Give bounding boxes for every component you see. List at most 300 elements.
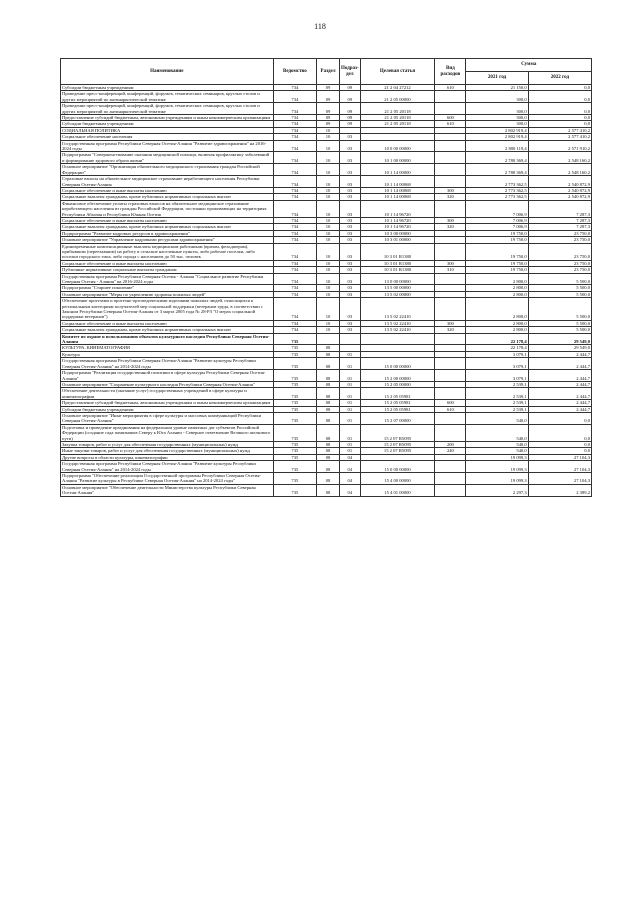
cell-name: Государственная программа Республики Северная Осетия-Алания "Развитие культуры Республики Северная Осетия-Алания" на 2014-2024 годы bbox=[61, 461, 274, 473]
cell-subsection: 01 bbox=[339, 448, 360, 454]
cell-amount-2021: 2 802 919,4 bbox=[466, 127, 528, 133]
table-row bbox=[61, 370, 592, 382]
cell-section: 09 bbox=[317, 115, 340, 121]
cell-section: 10 bbox=[317, 224, 340, 230]
cell-department: 734 bbox=[273, 200, 317, 217]
cell-department: 735 bbox=[273, 441, 317, 447]
cell-amount-2022: 0,0 bbox=[528, 448, 591, 454]
cell-expense-type: 320 bbox=[435, 327, 466, 333]
cell-target-article: 10 3 01 00000 bbox=[360, 237, 435, 243]
cell-department: 735 bbox=[273, 388, 317, 400]
cell-amount-2021: 19 099,3 bbox=[466, 461, 528, 473]
cell-section: 08 bbox=[317, 424, 340, 441]
cell-subsection: 04 bbox=[339, 484, 360, 496]
cell-amount-2021: 19 099,3 bbox=[466, 473, 528, 485]
cell-expense-type: 610 bbox=[435, 85, 466, 91]
cell-section: 10 bbox=[317, 230, 340, 236]
table-row bbox=[61, 103, 592, 115]
cell-expense-type: 240 bbox=[435, 448, 466, 454]
table-row bbox=[61, 230, 592, 236]
cell-amount-2022: 23 750,0 bbox=[528, 260, 591, 266]
cell-expense-type: 310 bbox=[435, 267, 466, 273]
cell-name: СОЦИАЛЬНАЯ ПОЛИТИКА bbox=[61, 127, 274, 133]
table-row bbox=[61, 260, 592, 266]
cell-section: 09 bbox=[317, 91, 340, 103]
cell-amount-2022: 7 287,3 bbox=[528, 217, 591, 223]
cell-amount-2022: 23 750,0 bbox=[528, 267, 591, 273]
cell-section: 08 bbox=[317, 381, 340, 387]
cell-subsection: 04 bbox=[339, 454, 360, 460]
cell-section: 08 bbox=[317, 441, 340, 447]
cell-expense-type: 600 bbox=[435, 115, 466, 121]
cell-target-article: 21 2 05 20118 bbox=[360, 121, 435, 127]
cell-amount-2021: 19 099,3 bbox=[466, 454, 528, 460]
cell-amount-2021: 22 178,4 bbox=[466, 345, 528, 351]
cell-name: Государственная программа Республики Северная Осетия-Алания "Развитие культуры Республики Северная Осетия-Алания" на 2014-2024 годы bbox=[61, 358, 274, 370]
cell-target-article: 15 2 05 05981 bbox=[360, 388, 435, 400]
table-row bbox=[61, 473, 592, 485]
cell-subsection: 03 bbox=[339, 224, 360, 230]
cell-subsection: 03 bbox=[339, 200, 360, 217]
cell-name: Основное мероприятие "Управление кадровыми ресурсами здравоохранения" bbox=[61, 237, 274, 243]
cell-target-article: 10 3 00 00000 bbox=[360, 230, 435, 236]
cell-amount-2022: 2 548 160,2 bbox=[528, 164, 591, 176]
cell-amount-2021: 2 802 919,4 bbox=[466, 134, 528, 140]
cell-name: Проведение пресс-конференций, конференций, форумов, тематических семинаров, круглых столов и других мероприятий по антинаркотической тематике bbox=[61, 103, 274, 115]
cell-subsection: 03 bbox=[339, 291, 360, 297]
cell-target-article: 13 5 00 00000 bbox=[360, 285, 435, 291]
cell-subsection: 03 bbox=[339, 243, 360, 260]
cell-name: Подпрограмма "Реализация государственной политики в сфере культуры Республики Северная Осетия-Алания" bbox=[61, 370, 274, 382]
cell-section: 10 bbox=[317, 327, 340, 333]
cell-subsection: 09 bbox=[339, 115, 360, 121]
cell-amount-2022: 2 540 872,9 bbox=[528, 176, 591, 188]
cell-amount-2022: 27 104,3 bbox=[528, 454, 591, 460]
cell-name: Государственная программа Республики Северная Осетия - Алания "Социальное развитие Республики Северная Осетия - Алания" на 2016-2024 годы bbox=[61, 273, 274, 285]
cell-name: Страховые взносы на обязательное медицинское страхование неработающего населения Республики Северная Осетия-Алания bbox=[61, 176, 274, 188]
cell-expense-type: 610 bbox=[435, 406, 466, 412]
cell-target-article: 15 4 01 00000 bbox=[360, 484, 435, 496]
cell-section: 10 bbox=[317, 273, 340, 285]
cell-subsection: 03 bbox=[339, 140, 360, 152]
cell-amount-2022: 0,0 bbox=[528, 441, 591, 447]
cell-section bbox=[317, 333, 340, 345]
cell-section: 10 bbox=[317, 164, 340, 176]
cell-subsection: 03 bbox=[339, 152, 360, 164]
cell-subsection: 03 bbox=[339, 298, 360, 321]
cell-amount-2022: 29 549,0 bbox=[528, 333, 591, 345]
cell-department: 735 bbox=[273, 351, 317, 357]
cell-section: 10 bbox=[317, 237, 340, 243]
cell-subsection: 03 bbox=[339, 320, 360, 326]
cell-target-article: 10 1 00 00000 bbox=[360, 152, 435, 164]
header-target-article: Целевая статья bbox=[360, 59, 435, 85]
cell-amount-2021: 19 750,0 bbox=[466, 237, 528, 243]
cell-expense-type bbox=[435, 370, 466, 382]
cell-amount-2021: 3 079,1 bbox=[466, 358, 528, 370]
cell-expense-type: 200 bbox=[435, 441, 466, 447]
cell-amount-2022: 0,0 bbox=[528, 424, 591, 441]
cell-name: Субсидии бюджетным учреждениям bbox=[61, 85, 274, 91]
table-row bbox=[61, 412, 592, 424]
table-row bbox=[61, 237, 592, 243]
cell-department: 735 bbox=[273, 448, 317, 454]
cell-subsection: 03 bbox=[339, 217, 360, 223]
cell-section: 08 bbox=[317, 454, 340, 460]
cell-subsection: 01 bbox=[339, 400, 360, 406]
cell-target-article: 10 1 14 00068 bbox=[360, 176, 435, 188]
cell-expense-type bbox=[435, 164, 466, 176]
cell-subsection: 03 bbox=[339, 176, 360, 188]
cell-target-article: 15 2 07 R5095 bbox=[360, 441, 435, 447]
header-sum: Сумма bbox=[466, 59, 592, 72]
cell-target-article: 13 5 02 22410 bbox=[360, 327, 435, 333]
cell-section: 10 bbox=[317, 194, 340, 200]
cell-amount-2022: 2 540 872,9 bbox=[528, 187, 591, 193]
cell-target-article: 10 3 01 R1380 bbox=[360, 267, 435, 273]
cell-amount-2021: 2 773 362,5 bbox=[466, 194, 528, 200]
cell-expense-type: 300 bbox=[435, 260, 466, 266]
cell-amount-2022: 2 444,7 bbox=[528, 400, 591, 406]
cell-target-article: 10 3 01 R1380 bbox=[360, 260, 435, 266]
cell-subsection: 04 bbox=[339, 461, 360, 473]
cell-subsection: 01 bbox=[339, 370, 360, 382]
cell-section: 10 bbox=[317, 217, 340, 223]
header-subsection: Подраз-дел bbox=[339, 59, 360, 85]
cell-expense-type bbox=[435, 103, 466, 115]
cell-amount-2022: 2 389,2 bbox=[528, 484, 591, 496]
cell-section: 08 bbox=[317, 388, 340, 400]
cell-expense-type bbox=[435, 412, 466, 424]
cell-name: Закупка товаров, работ и услуг для обеспечения государственных (муниципальных) нужд bbox=[61, 441, 274, 447]
cell-subsection: 03 bbox=[339, 237, 360, 243]
cell-amount-2022: 2 444,7 bbox=[528, 351, 591, 357]
cell-subsection: 03 bbox=[339, 164, 360, 176]
cell-department: 734 bbox=[273, 187, 317, 193]
cell-name: Основное мероприятие "Сохранение культурного наследия Республики Северная Осетия-Алания" bbox=[61, 381, 274, 387]
cell-subsection: 01 bbox=[339, 424, 360, 441]
cell-name: КУЛЬТУРА, КИНЕМАТОГРАФИЯ bbox=[61, 345, 274, 351]
cell-department: 734 bbox=[273, 224, 317, 230]
cell-subsection: 01 bbox=[339, 381, 360, 387]
cell-target-article: 15 2 07 R5095 bbox=[360, 448, 435, 454]
cell-department: 734 bbox=[273, 298, 317, 321]
cell-amount-2021: 300,0 bbox=[466, 121, 528, 127]
cell-section: 10 bbox=[317, 298, 340, 321]
cell-department: 735 bbox=[273, 461, 317, 473]
cell-section: 09 bbox=[317, 103, 340, 115]
cell-amount-2021: 2 800,0 bbox=[466, 291, 528, 297]
cell-amount-2022: 5 500,0 bbox=[528, 273, 591, 285]
cell-amount-2022: 2 577 410,2 bbox=[528, 127, 591, 133]
cell-department: 735 bbox=[273, 424, 317, 441]
cell-subsection: 03 bbox=[339, 327, 360, 333]
header-department: Ведомство bbox=[273, 59, 317, 85]
cell-section: 10 bbox=[317, 127, 340, 133]
cell-target-article: 15 2 07 R5095 bbox=[360, 424, 435, 441]
cell-department: 734 bbox=[273, 85, 317, 91]
cell-section: 10 bbox=[317, 260, 340, 266]
cell-amount-2022: 0,0 bbox=[528, 91, 591, 103]
cell-target-article: 10 3 01 R1380 bbox=[360, 243, 435, 260]
cell-amount-2021: 19 750,0 bbox=[466, 230, 528, 236]
header-expense-type: Вид расходов bbox=[435, 59, 466, 85]
cell-name: Социальные выплаты гражданам, кроме публичных нормативных социальных выплат bbox=[61, 327, 274, 333]
cell-department: 734 bbox=[273, 273, 317, 285]
cell-section: 10 bbox=[317, 285, 340, 291]
table-row bbox=[61, 461, 592, 473]
cell-subsection: 03 bbox=[339, 134, 360, 140]
table-row bbox=[61, 388, 592, 400]
cell-subsection: 09 bbox=[339, 121, 360, 127]
table-row bbox=[61, 187, 592, 193]
cell-amount-2021: 7 006,9 bbox=[466, 217, 528, 223]
cell-department: 734 bbox=[273, 327, 317, 333]
cell-amount-2021: 2 780 369,4 bbox=[466, 164, 528, 176]
cell-amount-2021: 2 539,1 bbox=[466, 406, 528, 412]
cell-expense-type: 300 bbox=[435, 320, 466, 326]
cell-section: 09 bbox=[317, 121, 340, 127]
cell-name: Финансовое обеспечение уплаты страховых взносов на обязательное медицинское страхование неработающего населения из граждан Российской Федерации, постоянно проживающих на территориях Республики Абхазия и Республики Южная Осетия bbox=[61, 200, 274, 217]
cell-section: 10 bbox=[317, 187, 340, 193]
budget-table bbox=[60, 58, 592, 497]
cell-amount-2021: 2 780 369,4 bbox=[466, 152, 528, 164]
cell-amount-2021: 19 750,0 bbox=[466, 267, 528, 273]
cell-name: Подготовка и проведение празднования на федеральном уровне памятных дат субъектов Российской Федерации (создание сада памятников Северу к Юга Алании - Северное ответвление Великого шелкового пути) bbox=[61, 424, 274, 441]
cell-section: 09 bbox=[317, 85, 340, 91]
cell-target-article: 10 1 14 00068 bbox=[360, 187, 435, 193]
cell-amount-2022: 0,0 bbox=[528, 115, 591, 121]
cell-target-article: 21 2 05 20118 bbox=[360, 115, 435, 121]
cell-amount-2021: 2 539,1 bbox=[466, 400, 528, 406]
table-row bbox=[61, 424, 592, 441]
header-year-2022: 2022 год bbox=[528, 72, 591, 85]
cell-amount-2021: 2 800,0 bbox=[466, 298, 528, 321]
cell-amount-2022: 0,0 bbox=[528, 121, 591, 127]
cell-subsection: 03 bbox=[339, 260, 360, 266]
cell-name: Подпрограмма "Совершенствование оказания медицинской помощи, включая профилактику заболеваний и формирование здорового образа жизни" bbox=[61, 152, 274, 164]
cell-target-article: 10 1 14 00068 bbox=[360, 194, 435, 200]
cell-target-article: 15 0 00 00000 bbox=[360, 461, 435, 473]
cell-amount-2021: 19 750,0 bbox=[466, 243, 528, 260]
page-number: 118 bbox=[314, 22, 326, 31]
cell-department: 734 bbox=[273, 237, 317, 243]
cell-expense-type bbox=[435, 152, 466, 164]
table-row bbox=[61, 484, 592, 496]
cell-target-article: 15 2 05 05981 bbox=[360, 406, 435, 412]
cell-expense-type: 300 bbox=[435, 217, 466, 223]
cell-subsection bbox=[339, 333, 360, 345]
cell-name: Социальное обеспечение и иные выплаты населению bbox=[61, 260, 274, 266]
cell-department: 735 bbox=[273, 370, 317, 382]
cell-department: 735 bbox=[273, 333, 317, 345]
cell-amount-2022: 5 500,0 bbox=[528, 285, 591, 291]
cell-section: 10 bbox=[317, 200, 340, 217]
cell-amount-2022: 23 750,0 bbox=[528, 230, 591, 236]
cell-department: 734 bbox=[273, 152, 317, 164]
cell-department: 734 bbox=[273, 134, 317, 140]
cell-target-article: 10 1 14 96720 bbox=[360, 224, 435, 230]
cell-subsection: 01 bbox=[339, 351, 360, 357]
cell-target-article: 15 0 00 00000 bbox=[360, 358, 435, 370]
cell-name: Субсидии бюджетным учреждениям bbox=[61, 406, 274, 412]
cell-department: 735 bbox=[273, 358, 317, 370]
cell-section: 08 bbox=[317, 345, 340, 351]
cell-section: 08 bbox=[317, 484, 340, 496]
cell-expense-type: 320 bbox=[435, 224, 466, 230]
cell-department: 735 bbox=[273, 381, 317, 387]
cell-department: 734 bbox=[273, 127, 317, 133]
cell-name: Комитет по охране и использованию объектов культурного наследия Республики Северная Осетия-Алания bbox=[61, 333, 274, 345]
cell-expense-type bbox=[435, 388, 466, 400]
cell-subsection: 04 bbox=[339, 473, 360, 485]
cell-amount-2022: 2 444,7 bbox=[528, 381, 591, 387]
cell-expense-type bbox=[435, 333, 466, 345]
cell-amount-2022: 0,0 bbox=[528, 85, 591, 91]
cell-name: Основное мероприятие "Иные мероприятия в сфере культуры и массовых коммуникаций Республики Северная Осетия-Алания" bbox=[61, 412, 274, 424]
cell-department: 734 bbox=[273, 285, 317, 291]
cell-amount-2022: 23 750,0 bbox=[528, 243, 591, 260]
cell-subsection: 03 bbox=[339, 230, 360, 236]
cell-name: Публичные нормативные социальные выплаты гражданам bbox=[61, 267, 274, 273]
cell-target-article bbox=[360, 333, 435, 345]
cell-target-article: 15 4 00 00000 bbox=[360, 473, 435, 485]
table-row bbox=[61, 298, 592, 321]
cell-name: Социальное обеспечение населения bbox=[61, 134, 274, 140]
cell-amount-2022: 5 500,0 bbox=[528, 320, 591, 326]
cell-amount-2022: 2 577 410,2 bbox=[528, 134, 591, 140]
cell-subsection: 03 bbox=[339, 285, 360, 291]
cell-department: 734 bbox=[273, 243, 317, 260]
table-row bbox=[61, 243, 592, 260]
cell-amount-2022: 23 750,0 bbox=[528, 237, 591, 243]
cell-department: 735 bbox=[273, 454, 317, 460]
table-row bbox=[61, 454, 592, 460]
cell-target-article: 15 2 07 00000 bbox=[360, 412, 435, 424]
header-year-2021: 2021 год bbox=[466, 72, 528, 85]
table-body bbox=[61, 85, 592, 497]
cell-amount-2021: 2 773 362,5 bbox=[466, 176, 528, 188]
cell-department: 734 bbox=[273, 164, 317, 176]
cell-subsection: 01 bbox=[339, 441, 360, 447]
cell-section: 10 bbox=[317, 291, 340, 297]
cell-target-article: 13 5 02 00000 bbox=[360, 291, 435, 297]
table-row bbox=[61, 176, 592, 188]
cell-subsection: 01 bbox=[339, 406, 360, 412]
cell-department: 735 bbox=[273, 400, 317, 406]
cell-name: Основное мероприятие "Меры по укреплению здоровья пожилых людей" bbox=[61, 291, 274, 297]
cell-subsection: 09 bbox=[339, 91, 360, 103]
cell-name: Культура bbox=[61, 351, 274, 357]
cell-subsection: 03 bbox=[339, 273, 360, 285]
cell-amount-2021: 22 178,4 bbox=[466, 333, 528, 345]
cell-department: 734 bbox=[273, 291, 317, 297]
cell-amount-2022: 2 444,7 bbox=[528, 370, 591, 382]
cell-subsection: 09 bbox=[339, 85, 360, 91]
cell-expense-type bbox=[435, 473, 466, 485]
cell-target-article: 10 0 00 00000 bbox=[360, 140, 435, 152]
cell-subsection: 01 bbox=[339, 358, 360, 370]
cell-amount-2021: 2 800 119,4 bbox=[466, 140, 528, 152]
cell-amount-2021: 300,0 bbox=[466, 103, 528, 115]
cell-section: 08 bbox=[317, 448, 340, 454]
cell-target-article: 10 1 14 96720 bbox=[360, 200, 435, 217]
cell-expense-type bbox=[435, 358, 466, 370]
cell-name: Обеспечение деятельности (оказание услуг) государственных учреждений в сфере культуры и кинематографии bbox=[61, 388, 274, 400]
cell-section: 10 bbox=[317, 176, 340, 188]
cell-expense-type bbox=[435, 91, 466, 103]
cell-department: 734 bbox=[273, 194, 317, 200]
table-row bbox=[61, 358, 592, 370]
cell-department: 735 bbox=[273, 406, 317, 412]
cell-expense-type bbox=[435, 273, 466, 285]
cell-amount-2022: 0,0 bbox=[528, 412, 591, 424]
cell-expense-type bbox=[435, 484, 466, 496]
cell-amount-2021: 2 800,0 bbox=[466, 273, 528, 285]
cell-department: 734 bbox=[273, 260, 317, 266]
cell-section: 08 bbox=[317, 351, 340, 357]
cell-subsection: 03 bbox=[339, 187, 360, 193]
cell-name: Единовременные компенсационные выплаты медицинским работникам (врачам, фельдшерам), прибывшим (переехавшим) на работу в сельские населенные пункты, либо рабочие поселки, либо поселки городского типа, либо города с населением до 50 тыс. человек bbox=[61, 243, 274, 260]
cell-target-article: 15 2 05 00000 bbox=[360, 381, 435, 387]
cell-amount-2022: 7 287,3 bbox=[528, 200, 591, 217]
cell-department: 735 bbox=[273, 484, 317, 496]
cell-section: 10 bbox=[317, 134, 340, 140]
cell-name: Другие вопросы в области культуры, кинематографии bbox=[61, 454, 274, 460]
cell-subsection: 01 bbox=[339, 412, 360, 424]
cell-expense-type bbox=[435, 176, 466, 188]
cell-section: 08 bbox=[317, 400, 340, 406]
cell-amount-2022: 2 540 872,9 bbox=[528, 194, 591, 200]
table-row bbox=[61, 194, 592, 200]
cell-name: Подпрограмма "Обеспечение реализации Государственной программы Республики Северная Осетия-Алания "Развитие культуры в Республике Северная Осетия-Алания" на 2014-2024 годы" bbox=[61, 473, 274, 485]
cell-subsection: 01 bbox=[339, 388, 360, 400]
table-row bbox=[61, 333, 592, 345]
cell-target-article: 21 2 04 27212 bbox=[360, 85, 435, 91]
cell-target-article: 13 5 02 22410 bbox=[360, 298, 435, 321]
cell-section: 08 bbox=[317, 406, 340, 412]
cell-expense-type: 610 bbox=[435, 121, 466, 127]
cell-amount-2021: 540,0 bbox=[466, 441, 528, 447]
cell-target-article: 21 2 05 00000 bbox=[360, 91, 435, 103]
cell-name: Предоставление субсидий бюджетным, автономным учреждениям и иным некоммерческим организациям bbox=[61, 400, 274, 406]
table-row bbox=[61, 91, 592, 103]
cell-amount-2021: 2 800,0 bbox=[466, 285, 528, 291]
cell-section: 10 bbox=[317, 140, 340, 152]
cell-target-article: 10 1 14 00000 bbox=[360, 164, 435, 176]
cell-department: 735 bbox=[273, 345, 317, 351]
cell-section: 10 bbox=[317, 267, 340, 273]
cell-section: 10 bbox=[317, 152, 340, 164]
cell-target-article: 15 2 00 00000 bbox=[360, 370, 435, 382]
cell-section: 08 bbox=[317, 358, 340, 370]
cell-section: 10 bbox=[317, 243, 340, 260]
cell-amount-2021: 2 800,0 bbox=[466, 320, 528, 326]
cell-target-article: 21 2 05 20118 bbox=[360, 103, 435, 115]
cell-name: Основное мероприятие "Обеспечение деятельности Министерства культуры Республики Северная Осетия-Алания" bbox=[61, 484, 274, 496]
cell-amount-2022: 0,0 bbox=[528, 103, 591, 115]
cell-amount-2022: 2 444,7 bbox=[528, 358, 591, 370]
cell-department: 735 bbox=[273, 412, 317, 424]
table-row bbox=[61, 200, 592, 217]
cell-section: 08 bbox=[317, 461, 340, 473]
cell-amount-2022: 29 549,0 bbox=[528, 345, 591, 351]
cell-subsection: 03 bbox=[339, 267, 360, 273]
cell-name: Проведение пресс-конференций, конференций, форумов, тематических семинаров, круглых столов и других мероприятий по антинаркотической тематике bbox=[61, 91, 274, 103]
cell-target-article: 13 0 00 00000 bbox=[360, 273, 435, 285]
cell-expense-type bbox=[435, 424, 466, 441]
cell-section: 08 bbox=[317, 473, 340, 485]
